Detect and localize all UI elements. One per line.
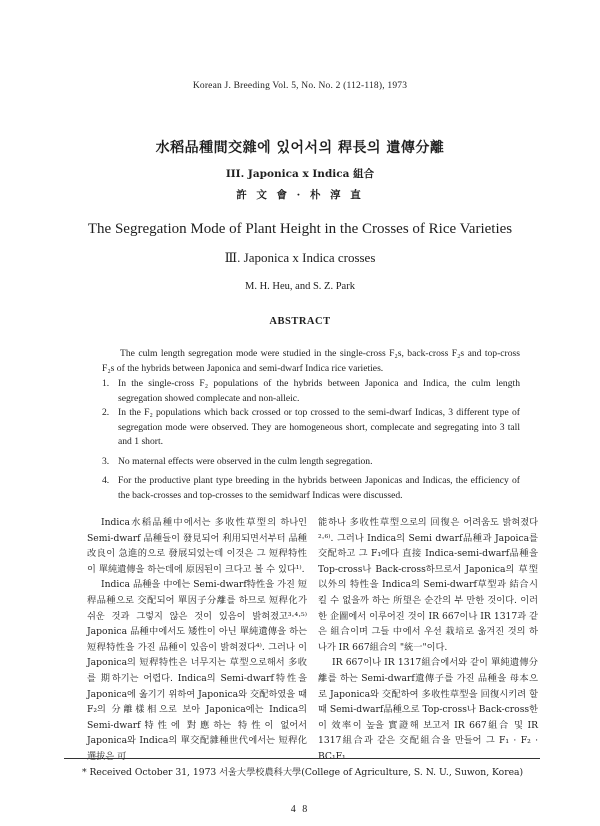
body-column-right <box>318 515 538 765</box>
body-paragraph: 能하나 多收性草型으로의 回復은 어려움도 밝혀졌다²·⁶⁾. 그러나 Indica의 Semi dwarf品種과 Japoica를 交配하고 그 F₁에다 直接 Indica-semi-dwarf品種을 Top-cross나 Back-cross하므로서 Japonica의 草型以外의 特性을 Indica의 Semi-dwarf草型과 結合시킬 수 없을까 하는 所望은 순간의 부 만한 것이다. 이러한 企圖에서 이루어진 것이 IR 667이나 IR 1317과 같은 組合이며 그들 中에서 우선 栽培로 옮겨진 것의 하나가 IR 667組合의 "統一"이다. <box>318 517 538 653</box>
korean-title: 水稻品種間交雜에 있어서의 稈長의 遺傳分離 <box>155 140 445 156</box>
body-paragraph: Indica 品種을 中에는 Semi-dwarf特性을 가진 短稈品種으로 交配되어 單因子分離를 하므로 短稈化가 쉬운 것과 그렇지 않은 것이 있음이 밝혀졌고³·⁴·⁵⁾ Japonica 品種中에서도 矮性이 아닌 單純遺傳을 하는 短稈特性을 가진 品種이 있음이 밝혀졌다⁴⁾. 그러나 이 Japonica의 短稈特性은 너무지는 草型으로해서 多收를 期하기는 어렵다. Indica의 Semi-dwarf特性을 Japonica에 옮기기 위하여 Japonica와 交配하였을 때 F₂의 分離樣相으로 보아 Japonica에는 Indica의 Semi-dwarf特性에 對應하는 特性이 없어서 Japonica와 Indica의 單交配雜種世代에서는 短稈化選拔은 可 <box>87 579 307 762</box>
abstract-item-text: In the single-cross F₂ populations of the hybrids between Japonica and Indica, the culm length segregation showed complecate and non-alleic. <box>118 378 520 404</box>
footnote-divider <box>64 758 540 759</box>
korean-authors: 許 文 會 · 朴 淳 直 <box>236 189 364 201</box>
english-authors: M. H. Heu, and S. Z. Park <box>245 281 355 292</box>
abstract-item-text: No maternal effects were observed in the culm length segregation. <box>118 456 373 467</box>
abstract-item <box>102 406 520 450</box>
abstract-intro: The culm length segregation mode were studied in the single-cross F₂s, back-cross F₂s and top-cross F₂s of the hybrids between Japonica and semi-dwarf Indica rice varieties. <box>102 348 520 374</box>
english-title: The Segregation Mode of Plant Height in the Crosses of Rice Varieties <box>87 221 513 237</box>
body-paragraph: Indica水稻品種中에서는 多收性草型의 하나인 Semi-dwarf 品種들이 發見되어 利用되면서부터 品種改良이 急進的으로 發展되었는데 이것은 그 短稈特性이 單純遺傳을 하는데에 原因된이 크다고 볼 수 있다¹⁾. <box>87 517 307 575</box>
page-number: 4 8 <box>290 804 310 815</box>
abstract-item <box>102 474 520 503</box>
abstract-item-number: 1. <box>102 378 110 389</box>
korean-subtitle: III. Japonica x Indica 組合 <box>225 168 375 180</box>
body-paragraph: IR 667이나 IR 1317組合에서와 같이 單純遺傳分離를 하는 Semi-dwarf遺傳子를 가진 品種을 母本으로 Japonica와 交配하여 多收性草型을 回復시키려 할때 Semi-dwarf品種으로 Top-cross나 Back-cross한이 效率이 높을 實證해 보고저 IR 667組合 및 IR 1317組合과 같은 交配組合을 만들어 그 F₁ · F₂ · BC₁F₁ <box>318 657 538 762</box>
abstract-heading: ABSTRACT <box>269 316 331 327</box>
abstract-item-text: In the F₂ populations which back crossed or top crossed to the semi-dwarf Indicas, 3 different type of segregation mode were observed. They are homogeneous short, complecate and segregating into 3 tall and 1 short. <box>118 407 520 447</box>
abstract-item-text: For the productive plant type breeding in the hybrids between Japonicas and Indicas, the efficiency of the back-crosses and top-crosses to the semidwarf Indicas were discussed. <box>118 475 520 501</box>
abstract-item-number: 2. <box>102 407 110 418</box>
journal-citation: Korean J. Breeding Vol. 5, No. No. 2 (112-118), 1973 <box>192 81 408 91</box>
body-column-left <box>87 515 307 765</box>
footnote: * Received October 31, 1973 서울大學校農科大學(College of Agriculture, S. N. U., Suwon, Korea) <box>82 767 524 778</box>
abstract-item <box>102 455 520 470</box>
abstract-item <box>102 377 520 406</box>
abstract-item-number: 3. <box>102 456 110 467</box>
english-subtitle: Ⅲ. Japonica x Indica crosses <box>224 250 376 265</box>
abstract-item-number: 4. <box>102 475 110 486</box>
